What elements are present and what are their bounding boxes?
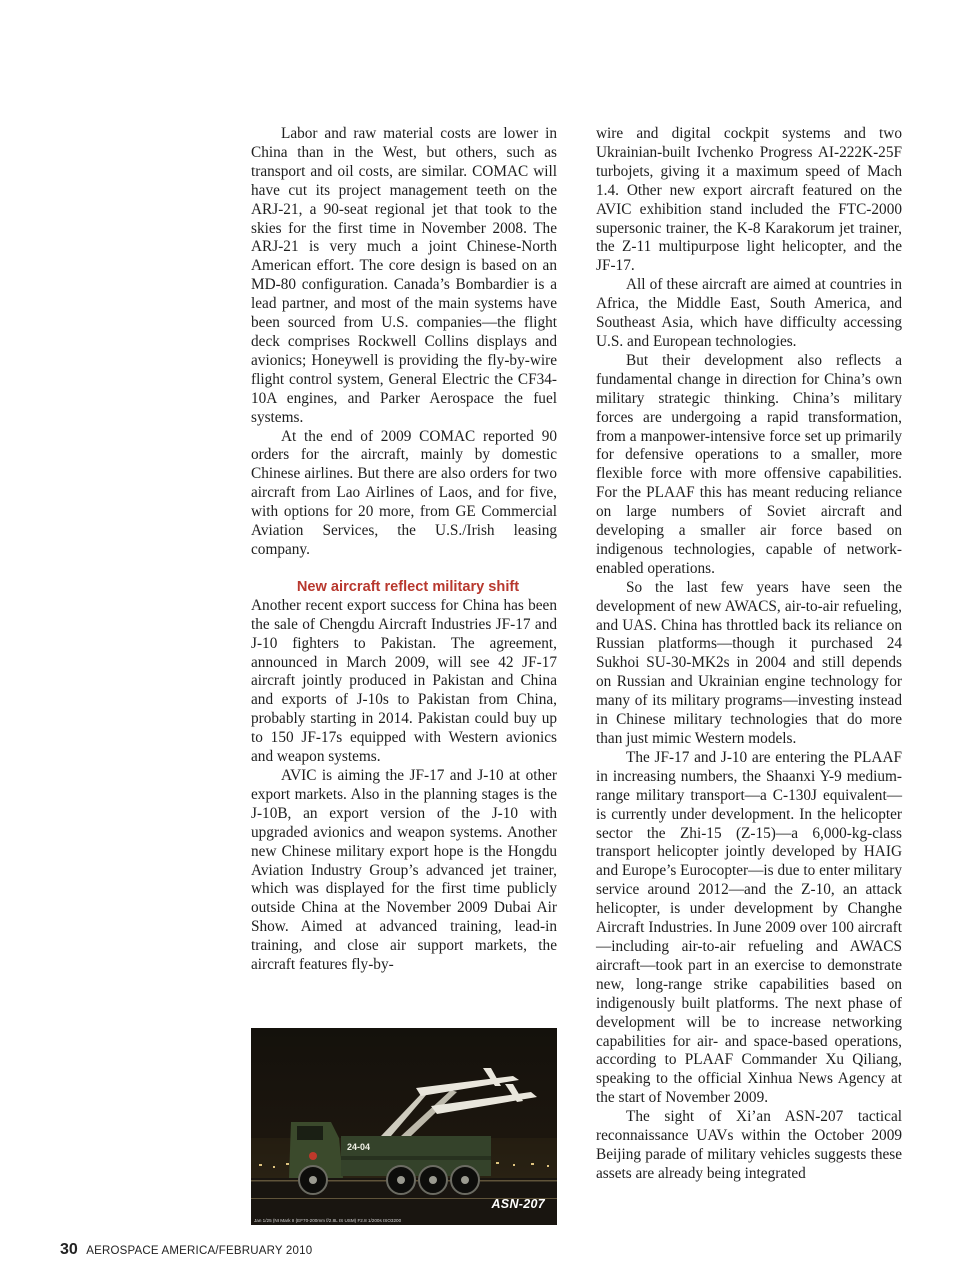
section-heading: New aircraft reflect military shift bbox=[296, 578, 520, 595]
body-paragraph: Another recent export success for China has been the sale of Chengdu Aircraft Industries JF-17 and J-10 fighters to Pakistan. The agreement, announced in March 2009, will see 42 JF-17 aircraft jointly produced in Pakistan and China and exports of J-10s to Pakistan from China, probably starting in 2014. Pakistan could buy up to 150 JF-17s equipped with Western avionics and weapon systems. bbox=[251, 596, 557, 766]
publication-name: AEROSPACE AMERICA/FEBRUARY 2010 bbox=[86, 1245, 313, 1257]
page-number: 30 bbox=[60, 1241, 78, 1258]
body-paragraph: Labor and raw material costs are lower in China than in the West, but others, such as transport and oil costs, are similar. COMAC will have cut its project management teeth on the ARJ-21, a 90-seat regional jet that took to the skies for the first time in November 2008. The ARJ-21 is very much a joint Chinese-North American effort. The core design is based on an MD-80 configuration. Canada’s Bombardier is a lead partner, and most of the main systems have been sourced from U.S. companies—the flight deck comprises Rockwell Collins displays and avionics; Honeywell is providing the fly-by-wire flight control system, General Electric the CF34-10A engines, and Parker Aerospace the fuel systems. bbox=[251, 125, 557, 426]
parade-photo-illustration bbox=[251, 1028, 557, 1225]
photo-credit: Jan 1/25 (NI Mark II (EF70-200mm f/2.8L IS USM) F2.8 1/200s ISO3200 bbox=[254, 1218, 402, 1223]
page-footer bbox=[60, 1241, 312, 1259]
right-column bbox=[596, 125, 902, 1184]
body-paragraph: All of these aircraft are aimed at countries in Africa, the Middle East, South America, and Southeast Asia, which have difficulty accessing U.S. and European technologies. bbox=[596, 276, 902, 350]
photo-asn207-parade bbox=[251, 1028, 557, 1225]
body-paragraph: wire and digital cockpit systems and two Ukrainian-built Ivchenko Progress AI-222K-25F turbojets, giving it a maximum speed of Mach 1.4. Other new export aircraft featured on the AVIC exhibition stand included the FTC-2000 supersonic trainer, the K-8 Karakorum jet trainer, the Z-11 multipurpose light helicopter, and the JF-17. bbox=[596, 125, 902, 275]
body-paragraph: The JF-17 and J-10 are entering the PLAAF in increasing numbers, the Shaanxi Y-9 medium-range military transport—a C-130J equivalent—is currently under development. In the helicopter sector the Zhi-15 (Z-15)—a 6,000-kg-class transport helicopter jointly developed by HAIG and Europe’s Eurocopter—is due to enter military service around 2012—and the Z-10, an attack helicopter, is under development by Changhe Aircraft Industries. In June 2009 over 100 aircraft—including air-to-air refueling and AWACS aircraft—took part in an exercise to demonstrate new, long-range strike capabilities based on indigenously built platforms. The next phase of development will be to increase networking capabilities for air- and space-based operations, according to PLAAF Commander Xu Qiliang, speaking to the official Xinhua News Agency at the start of November 2009. bbox=[596, 748, 902, 1107]
body-paragraph: But their development also reflects a fundamental change in direction for China’s own military strategic thinking. China’s military forces are undergoing a rapid transformation, from a manpower-intensive force set up primarily for defensive operations to a smaller, more flexible force with more offensive capabilities. For the PLAAF this has meant reducing reliance on large numbers of Soviet aircraft and developing a smaller air force based on indigenous technologies, capable of network-enabled operations. bbox=[596, 351, 902, 577]
truck-number: 24-04 bbox=[347, 1142, 371, 1152]
photo-caption: ASN-207 bbox=[491, 1197, 545, 1211]
body-paragraph: AVIC is aiming the JF-17 and J-10 at other export markets. Also in the planning stages is the J-10B, an export version of the J-10 with upgraded avionics and weapon systems. Another new Chinese military export hope is the Hongdu Aviation Industry Group’s advanced jet trainer, which was displayed for the first time publicly outside China at the November 2009 Dubai Air Show. Aimed at advanced training, lead-in training, and close air support markets, the aircraft features fly-by- bbox=[251, 767, 557, 974]
left-column bbox=[251, 125, 557, 975]
body-paragraph: The sight of Xi’an ASN-207 tactical reconnaissance UAVs within the October 2009 Beijing parade of military vehicles suggests these assets are already being integrated bbox=[596, 1108, 902, 1182]
body-paragraph: So the last few years have seen the development of new AWACS, air-to-air refueling, and UAS. China has throttled back its reliance on Russian platforms—though it purchased 24 Sukhoi SU-30-MK2s in 2004 and still depends on Russian and Ukrainian engine technology for many of its military programs—investing instead in Chinese military technologies that do more than just mimic Western models. bbox=[596, 578, 902, 747]
body-paragraph: At the end of 2009 COMAC reported 90 orders for the aircraft, mainly by domestic Chinese airlines. But there are also orders for two aircraft from Lao Airlines of Laos, and for five, with options for 20 more, from GE Commercial Aviation Services, the U.S./Irish leasing company. bbox=[251, 427, 557, 558]
